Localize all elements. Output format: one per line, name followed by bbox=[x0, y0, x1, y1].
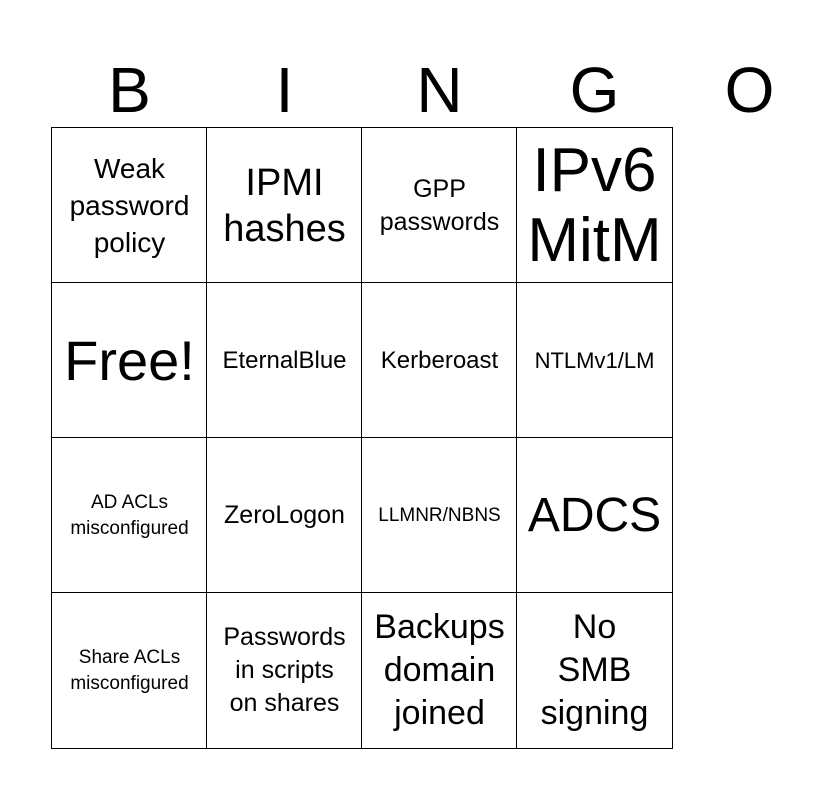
cell-label: AD ACLs misconfigured bbox=[70, 491, 189, 539]
cell-label: IPv6 MitM bbox=[527, 135, 662, 275]
bingo-board bbox=[52, 128, 672, 748]
bingo-title bbox=[52, 52, 775, 128]
cell-label: LLMNR/NBNS bbox=[378, 504, 501, 526]
cell-label: Backups domain joined bbox=[374, 608, 505, 732]
cell-label: IPMI hashes bbox=[223, 161, 346, 250]
title-letter-o: O bbox=[724, 54, 775, 126]
bingo-cell-r4c2[interactable] bbox=[206, 592, 363, 749]
bingo-cell-r3c3[interactable] bbox=[361, 437, 518, 594]
title-letter-i: I bbox=[275, 54, 294, 126]
bingo-cell-r3c1[interactable] bbox=[51, 437, 208, 594]
title-letter-n: N bbox=[416, 54, 463, 126]
bingo-cell-r2c2[interactable] bbox=[206, 282, 363, 439]
bingo-cell-r3c4[interactable] bbox=[516, 437, 673, 594]
bingo-cell-r1c4[interactable] bbox=[516, 127, 673, 284]
cell-label: Kerberoast bbox=[380, 346, 499, 374]
cell-label: NTLMv1/LM bbox=[534, 347, 655, 373]
title-letter-g: G bbox=[569, 54, 620, 126]
bingo-cell-r1c1[interactable] bbox=[51, 127, 208, 284]
bingo-cell-r4c3[interactable] bbox=[361, 592, 518, 749]
title-letter-b: B bbox=[108, 54, 151, 126]
cell-label: ADCS bbox=[527, 488, 662, 542]
cell-label: ZeroLogon bbox=[224, 501, 345, 529]
bingo-cell-r1c3[interactable] bbox=[361, 127, 518, 284]
bingo-cell-r2c3[interactable] bbox=[361, 282, 518, 439]
bingo-cell-r2c4[interactable] bbox=[516, 282, 673, 439]
cell-label: Free! bbox=[64, 328, 195, 392]
bingo-cell-r4c1[interactable] bbox=[51, 592, 208, 749]
cell-label: Share ACLs misconfigured bbox=[70, 646, 189, 694]
cell-label: EternalBlue bbox=[222, 346, 347, 374]
cell-label: No SMB signing bbox=[540, 608, 649, 732]
bingo-cell-free[interactable] bbox=[51, 282, 208, 439]
bingo-cell-r3c2[interactable] bbox=[206, 437, 363, 594]
bingo-cell-r1c2[interactable] bbox=[206, 127, 363, 284]
bingo-cell-r4c4[interactable] bbox=[516, 592, 673, 749]
cell-label: GPP passwords bbox=[379, 174, 500, 236]
cell-label: Passwords in scripts on shares bbox=[223, 623, 346, 717]
cell-label: Weak password policy bbox=[69, 153, 190, 258]
